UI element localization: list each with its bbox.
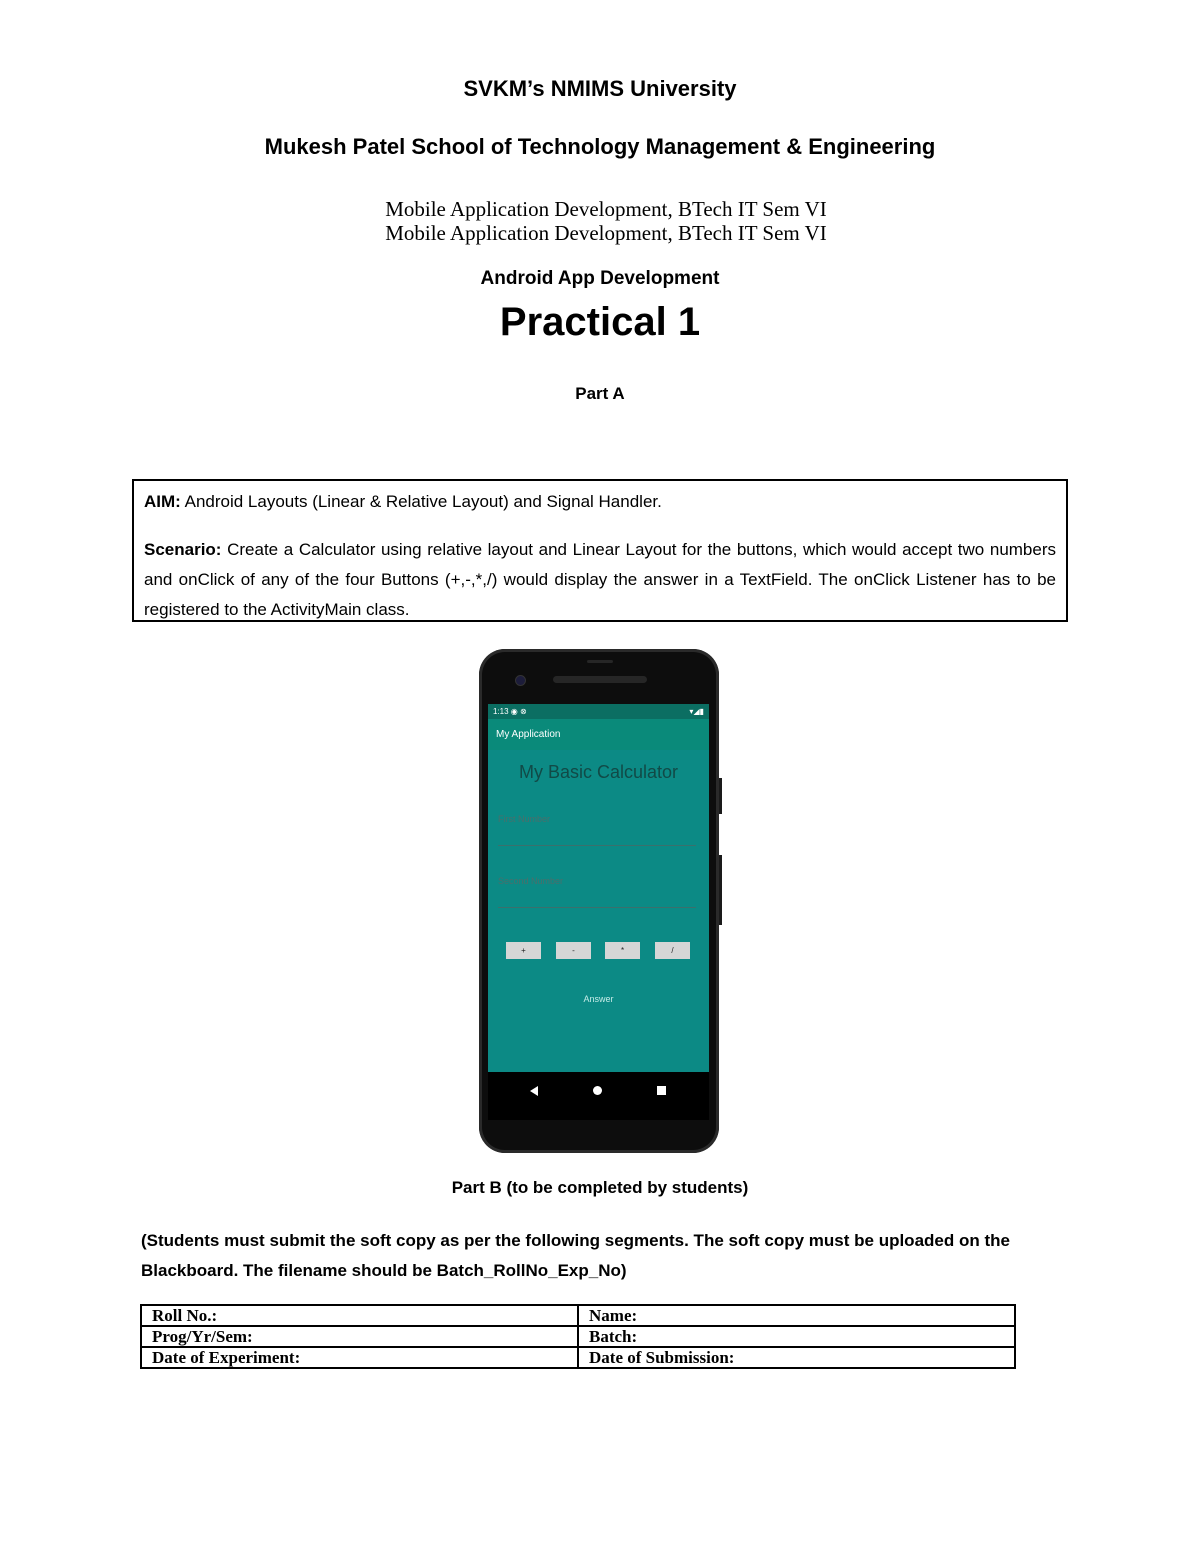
part-a-heading: Part A xyxy=(575,384,625,403)
aim-text: Android Layouts (Linear & Relative Layout) and Signal Handler. xyxy=(180,492,662,511)
app-bar: My Application xyxy=(488,719,709,750)
scenario-text: Create a Calculator using relative layout and Linear Layout for the buttons, which would accept two numbers and onClick of any of the four Buttons (+,-,*,/) would display the answer in a TextField. The onClick Listener has to be registered to the ActivityMain class. xyxy=(144,540,1056,619)
roll-no-cell: Roll No.: xyxy=(141,1305,578,1326)
table-row xyxy=(141,1305,1015,1326)
camera-icon xyxy=(515,675,526,686)
calculator-title: My Basic Calculator xyxy=(518,762,679,782)
name-cell: Name: xyxy=(578,1305,1015,1326)
university-name: SVKM’s NMIMS University xyxy=(463,76,737,101)
scenario-label: Scenario: xyxy=(144,540,222,559)
phone-screen xyxy=(488,704,709,1120)
second-number-underline xyxy=(498,907,696,908)
aim-box xyxy=(132,479,1068,622)
subject-title: Android App Development xyxy=(480,268,720,289)
aim-label: AIM: xyxy=(144,492,181,511)
navigation-bar xyxy=(488,1072,709,1120)
first-number-input[interactable]: First Number xyxy=(498,814,551,824)
table-row xyxy=(141,1347,1015,1368)
part-b-heading: Part B (to be completed by students) xyxy=(451,1178,749,1197)
prog-cell: Prog/Yr/Sem: xyxy=(141,1326,578,1347)
practical-title: Practical 1 xyxy=(499,300,701,344)
first-number-underline xyxy=(498,845,696,846)
add-button[interactable]: + xyxy=(506,942,541,959)
back-icon[interactable] xyxy=(530,1086,538,1096)
answer-text: Answer xyxy=(583,994,614,1004)
table-row xyxy=(141,1326,1015,1347)
course-line-1: Mobile Application Development, BTech IT Sem VI xyxy=(385,197,827,221)
second-number-input[interactable]: Second Number xyxy=(498,876,564,886)
school-name: Mukesh Patel School of Technology Management & Engineering xyxy=(264,134,936,159)
scenario-paragraph xyxy=(144,535,1056,625)
date-submission-cell: Date of Submission: xyxy=(578,1347,1015,1368)
submission-instructions: (Students must submit the soft copy as per the following segments. The soft copy must be uploaded on the Blackboard. The filename should be Batch_RollNo_Exp_No) xyxy=(141,1231,1010,1280)
status-left: 1:13 ◉ ⊗ xyxy=(493,707,527,716)
subtract-button[interactable]: - xyxy=(556,942,591,959)
status-bar xyxy=(488,704,709,719)
aim-line xyxy=(144,487,1056,517)
phone-speaker xyxy=(553,676,647,683)
calculator-content xyxy=(488,750,709,1072)
status-right: ▾◢▮ xyxy=(689,707,704,716)
recents-icon[interactable] xyxy=(657,1086,666,1095)
student-info-table xyxy=(140,1304,1016,1369)
phone-top-sensor xyxy=(587,660,613,663)
phone-mockup xyxy=(479,649,719,1153)
date-experiment-cell: Date of Experiment: xyxy=(141,1347,578,1368)
course-line-2: Mobile Application Development, BTech IT Sem VI xyxy=(385,221,827,245)
divide-button[interactable]: / xyxy=(655,942,690,959)
multiply-button[interactable]: * xyxy=(605,942,640,959)
home-icon[interactable] xyxy=(593,1086,602,1095)
batch-cell: Batch: xyxy=(578,1326,1015,1347)
